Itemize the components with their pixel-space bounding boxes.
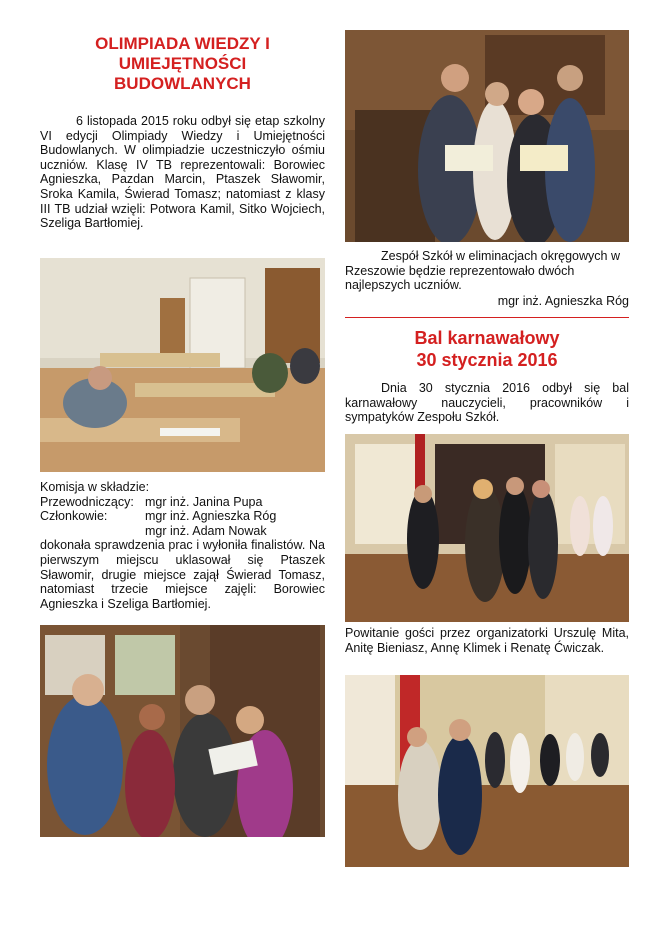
chair-row — [40, 495, 325, 510]
members-row — [40, 509, 325, 524]
title-line-1: OLIMPIADA WIEDZY I — [95, 34, 270, 53]
bal-title-line-2: 30 stycznia 2016 — [416, 350, 558, 370]
photo-ball-dance — [345, 675, 629, 867]
photo-classroom-exam — [40, 258, 325, 472]
caption-district-qualifiers: Zespół Szkół w eliminacjach okręgowych w Rzeszowie będzie reprezentowało dwóch najlepszych uczniów. — [345, 249, 620, 293]
commission-result: dokonała sprawdzenia prac i wyłoniła finalistów. Na pierwszym miejscu uklasował się Ptaszek Sławomir, drugie miejsce zajął Świerad Tomasz, natomiast trzecie miejsce zajęli: Borowiec Agnieszka i Szeliga Bartłomiej. — [40, 538, 325, 611]
bal-title-line-1: Bal karnawałowy — [414, 328, 560, 348]
olimpiada-intro: 6 listopada 2015 roku odbył się etap szkolny VI edycji Olimpiady Wiedzy i Umiejętności Budowlanych. W olimpiadzie uczestniczyło ośmiu uczniów. Klasę IV TB reprezentowali: Borowiec Agnieszka, Pazdan Marcin, Ptaszek Sławomir, Sroka Kamila, Świerad Tomasz; natomiast z klasy III TB udział wzięli: Potwora Kamil, Sitko Wojciech, Szeliga Bartłomiej. — [40, 114, 325, 231]
photo-welcoming-guests — [345, 434, 629, 622]
title-line-3: BUDOWLANYCH — [114, 74, 251, 93]
commission-block — [40, 480, 325, 611]
title-line-2: UMIEJĘTNOŚCI — [118, 54, 247, 73]
bal-intro: Dnia 30 stycznia 2016 odbył się bal karnawałowy nauczycieli, pracowników i sympatyków Zespołu Szkół. — [345, 381, 629, 425]
chair-name: mgr inż. Janina Pupa — [145, 494, 263, 509]
photo-award-handover — [40, 625, 325, 837]
caption-welcoming: Powitanie gości przez organizatorki Urszulę Mita, Anitę Bieniasz, Annę Klimek i Renatę Ćwiczak. — [345, 626, 629, 655]
member-2: mgr inż. Adam Nowak — [145, 523, 267, 538]
olimpiada-title — [40, 34, 325, 94]
signature: mgr inż. Agnieszka Róg — [497, 294, 629, 308]
chair-label: Przewodniczący: — [40, 494, 134, 509]
members-label: Członkowie: — [40, 509, 108, 524]
photo-winners-diplomas — [345, 30, 629, 242]
member-2-row — [40, 524, 325, 539]
section-divider — [345, 317, 629, 318]
member-1: mgr inż. Agnieszka Róg — [145, 509, 277, 524]
bal-title — [345, 327, 629, 371]
commission-heading: Komisja w składzie: — [40, 480, 150, 494]
